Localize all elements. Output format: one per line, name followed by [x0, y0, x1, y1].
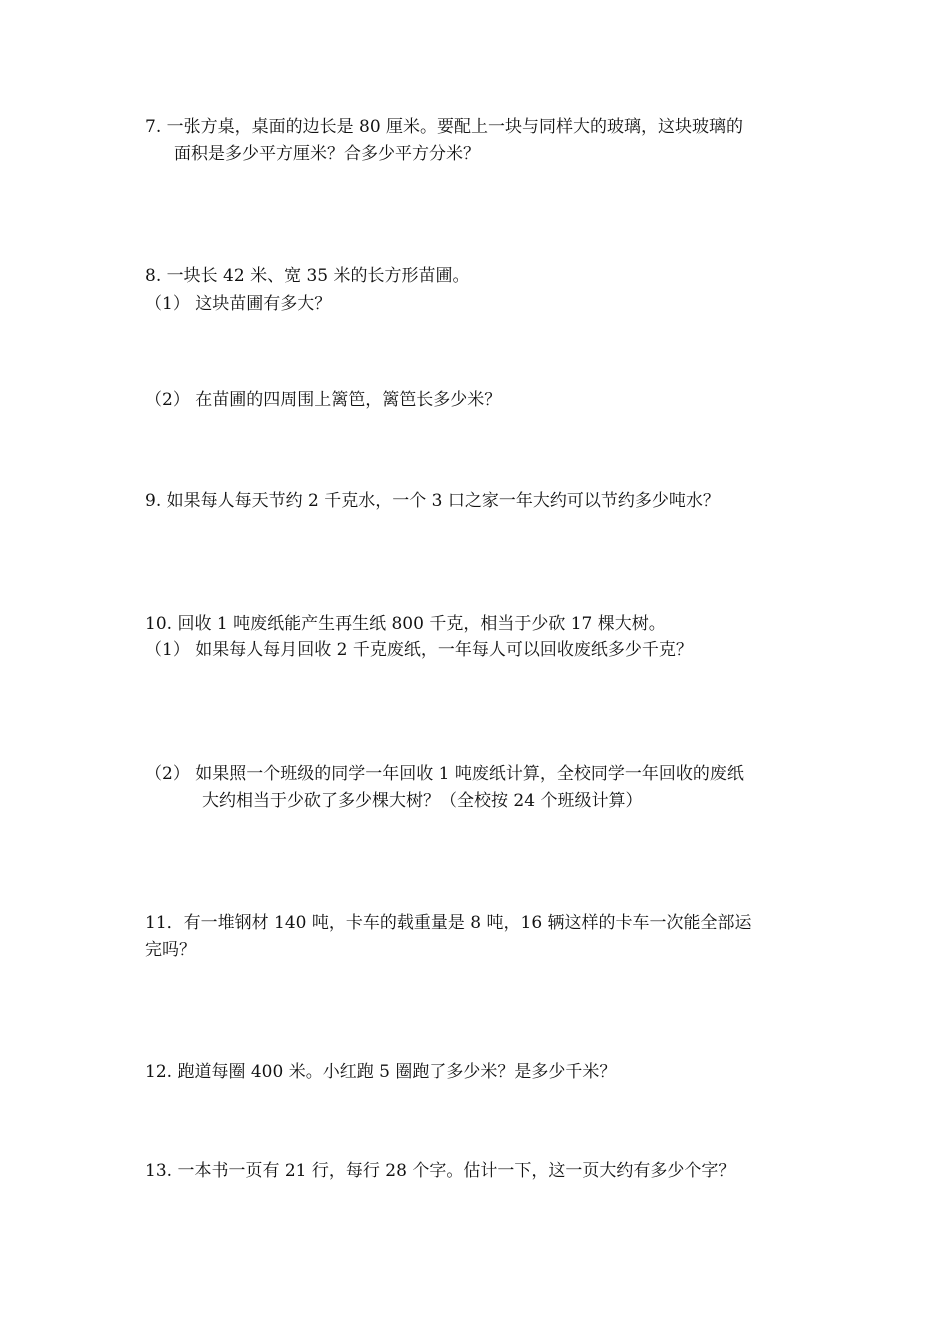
problem-9-stem: 9. 如果每人每天节约 2 千克水，一个 3 口之家一年大约可以节约多少吨水？ — [145, 491, 720, 511]
problem-10-stem: 10. 回收 1 吨废纸能产生再生纸 800 千克，相当于少砍 17 棵大树。 — [145, 614, 666, 634]
problem-8-question-1: （1） 这块苗圃有多大？ — [145, 294, 332, 314]
problem-7-line-2: 面积是多少平方厘米？合多少平方分米？ — [174, 144, 480, 164]
problem-8-question-2: （2） 在苗圃的四周围上篱笆，篱笆长多少米？ — [145, 390, 502, 410]
problem-12-stem: 12. 跑道每圈 400 米。小红跑 5 圈跑了多少米？是多少千米？ — [145, 1062, 617, 1082]
problem-10-question-2-line-2: 大约相当于少砍了多少棵大树？（全校按 24 个班级计算） — [202, 791, 643, 811]
problem-8-stem: 8. 一块长 42 米、宽 35 米的长方形苗圃。 — [145, 266, 470, 286]
problem-7-line-1: 7. 一张方桌，桌面的边长是 80 厘米。要配上一块与同样大的玻璃，这块玻璃的 — [145, 117, 744, 137]
problem-13-stem: 13. 一本书一页有 21 行，每行 28 个字。估计一下，这一页大约有多少个字？ — [145, 1161, 736, 1181]
problem-10-question-2-line-1: （2） 如果照一个班级的同学一年回收 1 吨废纸计算，全校同学一年回收的废纸 — [145, 764, 744, 784]
problem-11-line-2: 完吗？ — [145, 940, 196, 960]
problem-10-question-1: （1） 如果每人每月回收 2 千克废纸，一年每人可以回收废纸多少千克？ — [145, 640, 693, 660]
problem-11-line-1: 11．有一堆钢材 140 吨，卡车的载重量是 8 吨，16 辆这样的卡车一次能全部运 — [145, 913, 752, 933]
